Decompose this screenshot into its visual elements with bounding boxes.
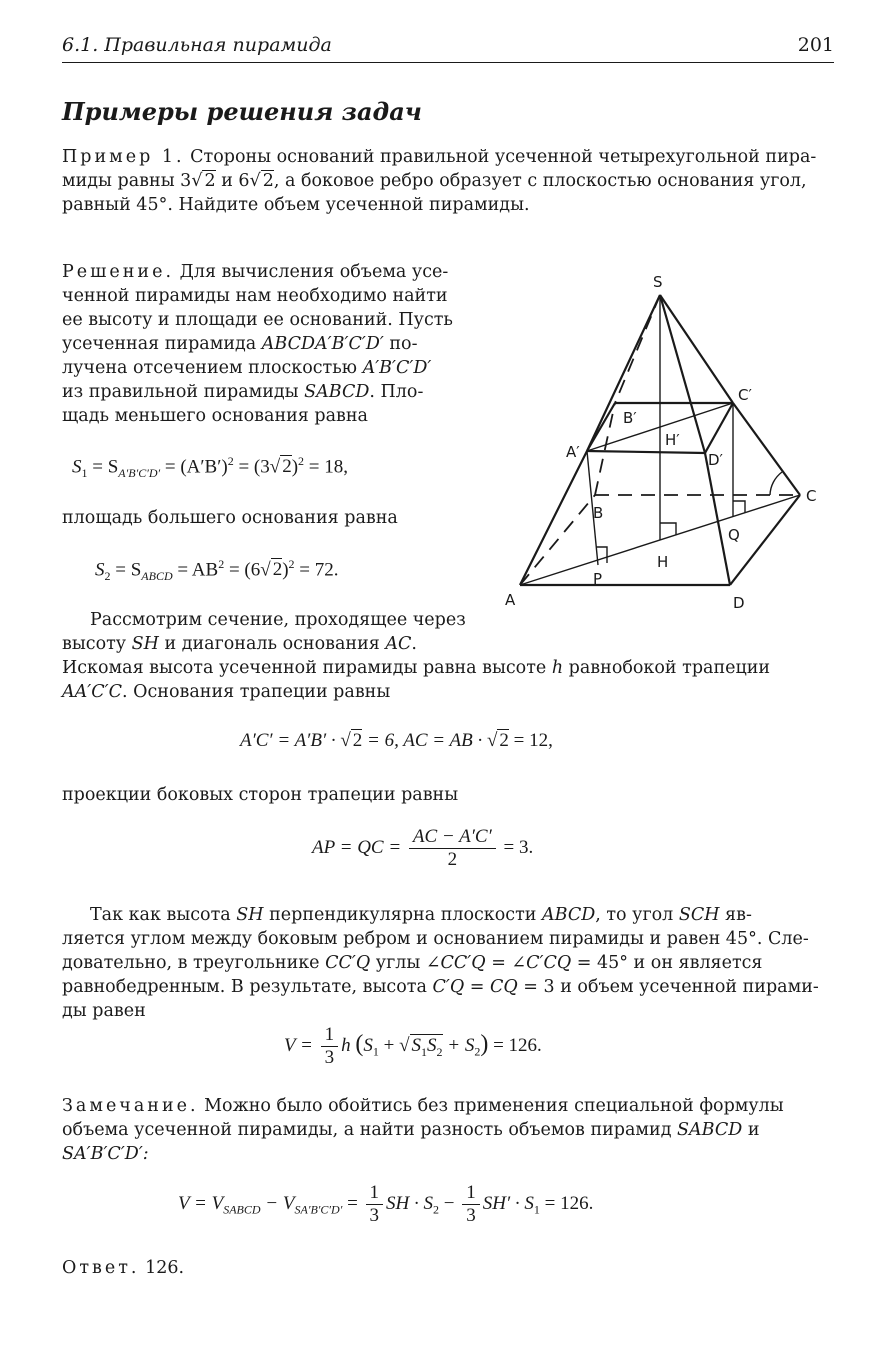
label-S: S bbox=[653, 273, 663, 291]
edge-SA1 bbox=[587, 295, 660, 451]
formula-difference: $V = V_{SABCD} - V_{SA'B'C'D'}$ = $\frac{1}{3}$ SH · $S_2$ − $\frac{1}{3}$ $SH' \cdot S_1 = 126$. bbox=[178, 1182, 594, 1226]
frustum-figure bbox=[490, 265, 830, 615]
example-label: Пример 1. bbox=[62, 147, 185, 167]
angle-reasoning: Так как высота SH перпендикулярна плоскости ABCD, то угол SCH яв- ляется углом между боковым ребром и основанием пирамиды и равен 45°. Сле- довательно, в треугольнике CC′Q углы ∠CC′Q = ∠C′CQ = 45° и он является равнобедренным. В результате, высота C′Q = CQ = 3 и объем усеченной пирами- ды равен bbox=[62, 905, 819, 1021]
answer-label: Ответ. bbox=[62, 1258, 140, 1278]
solution-s2-intro: площадь большего основания равна bbox=[62, 508, 398, 528]
section-title: Примеры решения задач bbox=[62, 97, 422, 126]
edge-D1A1 bbox=[587, 451, 705, 453]
label-D1: D′ bbox=[708, 451, 723, 469]
remark: Замечание. Можно было обойтись без применения специальной формулы объема усеченной пирамиды, а найти разность объемов пирамид SABCD и SA′B′C′D′: bbox=[62, 1096, 784, 1164]
formula-s1: $S_1 = S_{A'B'C'D'} = (A'B')^2 = (3√$ 2)$^2$ = 18, bbox=[72, 454, 348, 481]
height-statement: Искомая высота усеченной пирамиды равна высоте h равнобокой трапеции AA′C′C. Основания трапеции равны bbox=[62, 658, 771, 702]
formula-projections: AP = QC = $\frac{AC - A'C'}{2}$ = 3. bbox=[312, 826, 534, 870]
edge-CC1 bbox=[733, 403, 800, 495]
formula-bases: A′C′ = A′B′ · √ 2 = 6, AC = AB · √ 2 = 12, bbox=[240, 730, 553, 751]
label-A: A bbox=[505, 591, 516, 609]
label-A1: A′ bbox=[566, 443, 580, 461]
remark-label: Замечание. bbox=[62, 1096, 199, 1116]
label-D: D bbox=[733, 594, 745, 612]
formula-s2: $S_2 = S_{ABCD} = AB^2 = (6√$ 2)$^2$ = 72. bbox=[95, 557, 339, 584]
running-header bbox=[62, 30, 834, 63]
label-H1: H′ bbox=[665, 431, 680, 449]
formula-volume: V = $\frac{1}{3}$ h ($S_1$ + √ $S_1S_2 + S_2) = 126$. bbox=[284, 1024, 542, 1068]
label-H: H bbox=[657, 553, 669, 571]
chapter-title: 6.1. Правильная пирамида bbox=[62, 34, 332, 56]
solution-label: Решение. bbox=[62, 262, 175, 282]
edge-AA1 bbox=[520, 451, 587, 585]
label-B1: B′ bbox=[623, 409, 637, 427]
label-P: P bbox=[593, 570, 603, 588]
page-number: 201 bbox=[797, 34, 834, 56]
edge-SD1 bbox=[660, 295, 705, 453]
answer-value: 126. bbox=[145, 1258, 185, 1278]
section-consideration: Рассмотрим сечение, проходящее через высоту SH и диагональ основания AC. bbox=[62, 610, 466, 654]
label-C: C bbox=[806, 487, 817, 505]
projections-intro: проекции боковых сторон трапеции равны bbox=[62, 785, 459, 805]
hidden-edge-BB1 bbox=[595, 403, 615, 495]
label-Q: Q bbox=[728, 526, 740, 544]
right-angle-H bbox=[660, 523, 676, 535]
answer bbox=[62, 1256, 184, 1280]
edge-SC1 bbox=[660, 295, 733, 403]
example-statement: Пример 1. Стороны оснований правильной усеченной четырехугольной пира- миды равны 3√ 2 и 6√ 2, а боковое ребро образует с плоскостью основания угол, равный 45°. Найдите объем усеченной пирамиды. bbox=[62, 147, 817, 215]
solution-intro: Решение. Для вычисления объема усе- ченной пирамиды нам необходимо найти ее высоту и площади ее оснований. Пусть усеченная пирамида ABCDA′B′C′D′ по- лучена отсечением плоскостью A′B′C′D′ из правильной пирамиды SABCD. Пло- щадь меньшего основания равна bbox=[62, 262, 453, 426]
label-C1: C′ bbox=[738, 386, 752, 404]
right-angle-Q bbox=[733, 501, 745, 513]
edge-DC bbox=[730, 495, 800, 585]
label-B: B bbox=[593, 504, 604, 522]
angle-arc-C bbox=[770, 472, 782, 495]
